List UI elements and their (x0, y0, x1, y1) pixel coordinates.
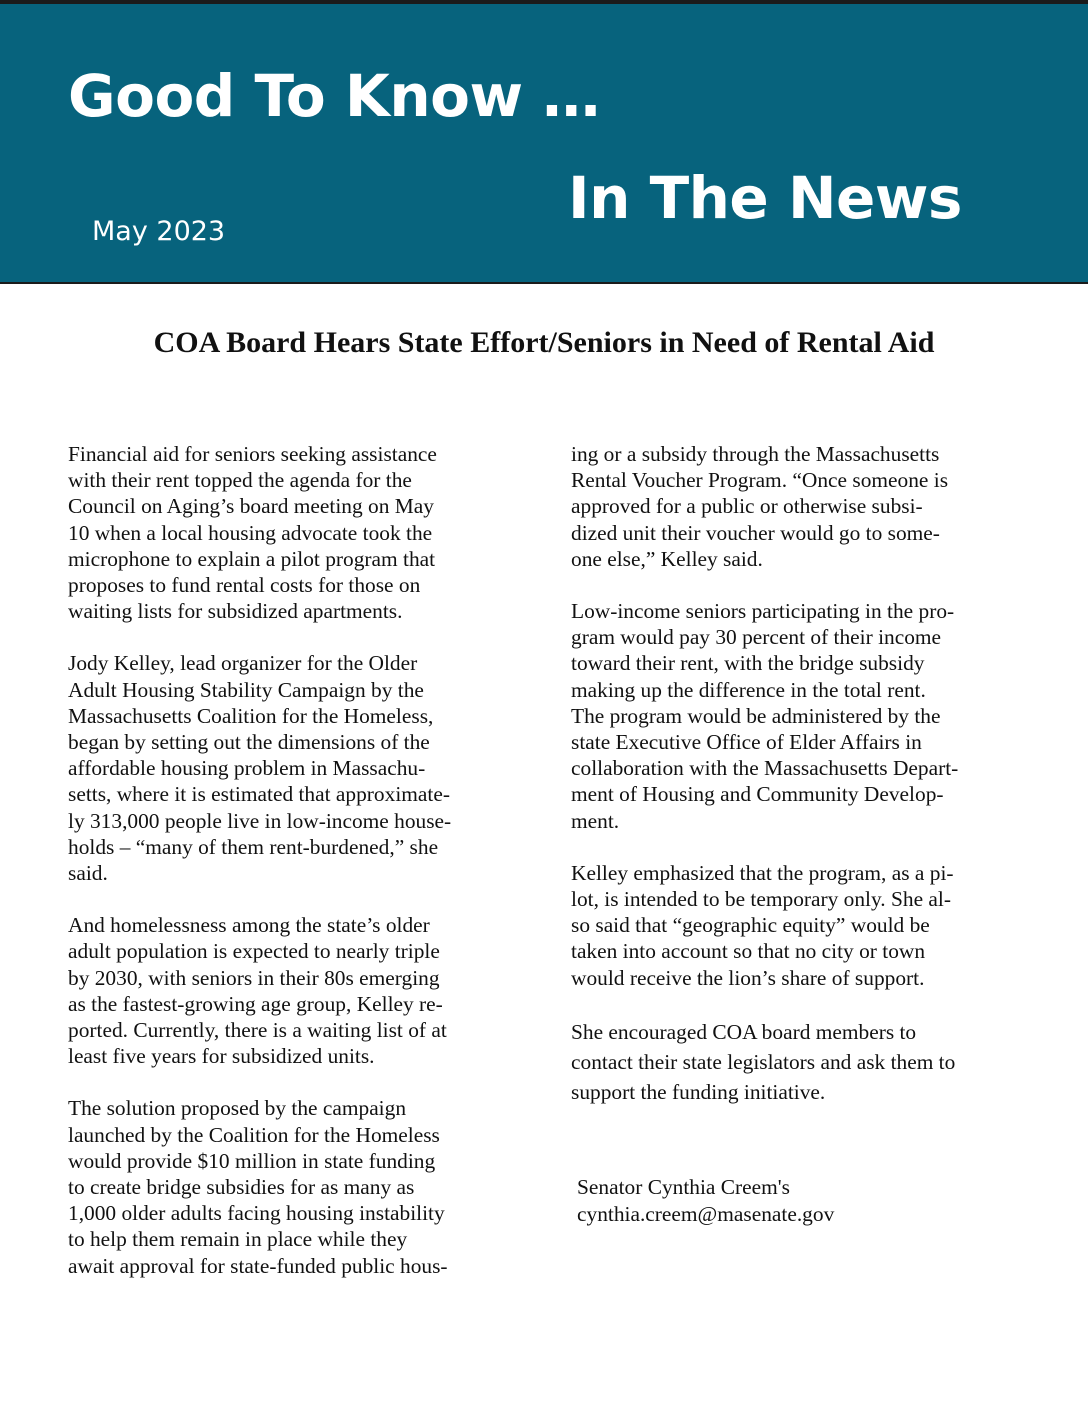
article-paragraph: Low-income seniors participating in the pro- gram would pay 30 percent of their income toward their rent, with the bridge subsidy making up the difference in the total rent. The program would be administered by the state Executive Office of Elder Affairs in collaboration with the Massachusetts Depart- ment of Housing and Community Develop- ment. (571, 599, 959, 833)
issue-date: May 2023 (92, 216, 226, 247)
article-paragraph: The solution proposed by the campaign launched by the Coalition for the Homeless would provide $10 million in state funding to create bridge subsidies for as many as 1,000 older adults facing housing instability to help them remain in place while they await approval for state-funded public hous- (68, 1096, 448, 1278)
article-paragraph: Kelley emphasized that the program, as a pi- lot, is intended to be temporary only. She al- so said that “geographic equity” would be taken into account so that no city or town would receive the lion’s share of support. (571, 860, 954, 990)
article-paragraph: She encouraged COA board members to contact their state legislators and ask them to support the funding initiative. (571, 1019, 956, 1104)
article-column-right (571, 441, 1023, 1133)
header-banner (0, 0, 1088, 284)
article-paragraph: ing or a subsidy through the Massachusetts Rental Voucher Program. “Once someone is approved for a public or otherwise subsi- dized unit their voucher would go to some- one else,” Kelley said. (571, 442, 949, 571)
article-headline: COA Board Hears State Effort/Seniors in Need of Rental Aid (153, 326, 935, 359)
article-paragraph: Jody Kelley, lead organizer for the Older Adult Housing Stability Campaign by the Massachusetts Coalition for the Homeless, began by setting out the dimensions of the affordable housing problem in Massachu- setts, where it is estimated that approximate- ly 313,000 people live in low-income house- holds – “many of them rent-burdened,” she said. (68, 651, 452, 886)
banner-title-line2: In The News (568, 164, 962, 232)
article-paragraph: Financial aid for seniors seeking assistance with their rent topped the agenda for the Council on Aging’s board meeting on May 10 when a local housing advocate took the microphone to explain a pilot program that proposes to fund rental costs for those on waiting lists for subsidized apartments. (68, 442, 437, 624)
article-column-left (68, 441, 514, 1305)
contact-block (577, 1174, 834, 1227)
contact-email: cynthia.creem@masenate.gov (577, 1201, 835, 1226)
article-paragraph: And homelessness among the state’s older adult population is expected to nearly triple by 2030, with seniors in their 80s emerging as the fastest-growing age group, Kelley re- ported. Currently, there is a waiting list of at least five years for subsidized units. (68, 913, 447, 1069)
contact-name: Senator Cynthia Creem's (577, 1175, 790, 1199)
banner-title-line1: Good To Know … (68, 62, 600, 130)
